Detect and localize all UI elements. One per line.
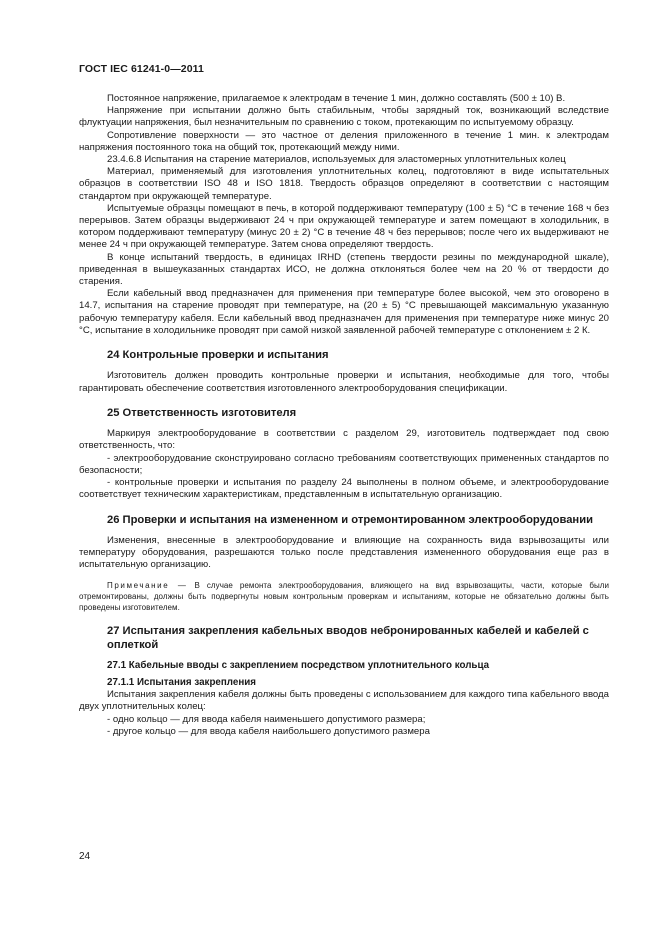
section-25-list-item: - контрольные проверки и испытания по разделу 24 выполнены в полном объеме, и электрооборудование соответствует техническим характеристикам, представленным в испытательную организацию. (79, 477, 609, 501)
section-24-heading: 24 Контрольные проверки и испытания (107, 349, 329, 362)
section-25-paragraph: Маркируя электрооборудование в соответствии с разделом 29, изготовитель подтверждает под свою ответственность, что: (79, 428, 609, 452)
paragraph-voltage: Постоянное напряжение, прилагаемое к электродам в течение 1 мин, должно составлять (500 ± 10) В. (107, 93, 566, 104)
paragraph-hardness: В конце испытаний твердость, в единицах IRHD (степень твердости резины по международной шкале), приведенная в вышеуказанных стандартах ИСО, не должна отклоняться более чем на 20 % от твердости до старения. (79, 251, 609, 288)
section-27-paragraph: Испытания закрепления кабеля должны быть проведены с использованием для каждого типа кабельного ввода двух уплотнительных колец: (79, 689, 609, 713)
section-27-list-item: - одно кольцо — для ввода кабеля наименьшего допустимого размера; (107, 713, 426, 725)
clause-23-4-6-8: 23.4.6.8 Испытания на старение материалов, используемых для эластомерных уплотнительных колец (107, 154, 566, 166)
paragraph-stability: Напряжение при испытании должно быть стабильным, чтобы зарядный ток, возникающий вследствие флуктуации напряжения, был незначительным по сравнению с током, протекающим по испытуемому образцу. (79, 105, 609, 129)
paragraph-surface-resistance: Сопротивление поверхности — это частное от деления приложенного в течение 1 мин. к электродам напряжения постоянного тока на общий ток, протекающий между ними. (79, 129, 609, 153)
section-26-note (79, 580, 609, 613)
section-25-list-item: - электрооборудование сконструировано согласно требованиям соответствующих примененных стандартов по безопасности; (79, 452, 609, 476)
subsection-27-1-heading: 27.1 Кабельные вводы с закреплением посредством уплотнительного кольца (107, 660, 490, 672)
paragraph-temperature: Если кабельный ввод предназначен для применения при температуре более высокой, чем это оговорено в 14.7, испытания на старение проводят при температуре, на (20 ± 5) °С превышающей максимальную указанную рабочую температуру кабеля. Если кабельный ввод предназначен для применения при температуре ниже минус 20 °С, испытание в холодильнике проводят при самой низкой заявленной рабочей температуре с отклонением ± 2 К. (79, 288, 609, 336)
page-content (79, 93, 609, 738)
subsection-27-1-1-heading: 27.1.1 Испытания закрепления (107, 676, 257, 688)
section-27-list-item: - другое кольцо — для ввода кабеля наибольшего допустимого размера (107, 725, 430, 737)
section-26-heading: 26 Проверки и испытания на измененном и отремонтированном электрооборудовании (107, 513, 593, 526)
paragraph-oven-test: Испытуемые образцы помещают в печь, в которой поддерживают температуру (100 ± 5) °С в течение 168 ч без перерывов. Затем образцы выдерживают 24 ч при окружающей температуре и затем помещают в холодильник, в котором поддерживают температуру (минус 20 ± 2) °С в течение 48 ч без перерывов; после чего их выдерживают не менее 24 ч при окружающей температуре. Затем снова определяют твердость. (79, 202, 609, 251)
section-26-paragraph: Изменения, внесенные в электрооборудование и влияющие на сохранность вида взрывозащиты или температуру оборудования, разрешаются только после представления измененного оборудования еще раз в испытательную организацию. (79, 534, 609, 571)
section-27-heading: 27 Испытания закрепления кабельных вводов небронированных кабелей и кабелей с оплеткой (107, 624, 589, 651)
document-code-header: ГОСТ IEC 61241-0—2011 (79, 63, 204, 75)
note-text: В случае ремонта электрооборудования, влияющего на вид взрывозащиты, части, которые были отремонтированы, должны быть подвергнуты новым контрольным проверкам и испытаниям, которые не обязательно должны быть проведены изготовителем. (79, 580, 609, 612)
section-24-paragraph: Изготовитель должен проводить контрольные проверки и испытания, необходимые для того, чтобы гарантировать обеспечение соответствия изготовленного электрооборудования спецификации. (79, 370, 609, 394)
page-number: 24 (79, 851, 91, 862)
paragraph-material: Материал, применяемый для изготовления уплотнительных колец, подготовляют в виде испытательных образцов в соответствии ISO 48 и ISO 1818. Твердость образцов определяют в соответствии с настоящим стандартом при окружающей температуре. (79, 166, 609, 202)
note-label: Примечание — (107, 580, 188, 590)
section-25-heading: 25 Ответственность изготовителя (107, 406, 297, 419)
